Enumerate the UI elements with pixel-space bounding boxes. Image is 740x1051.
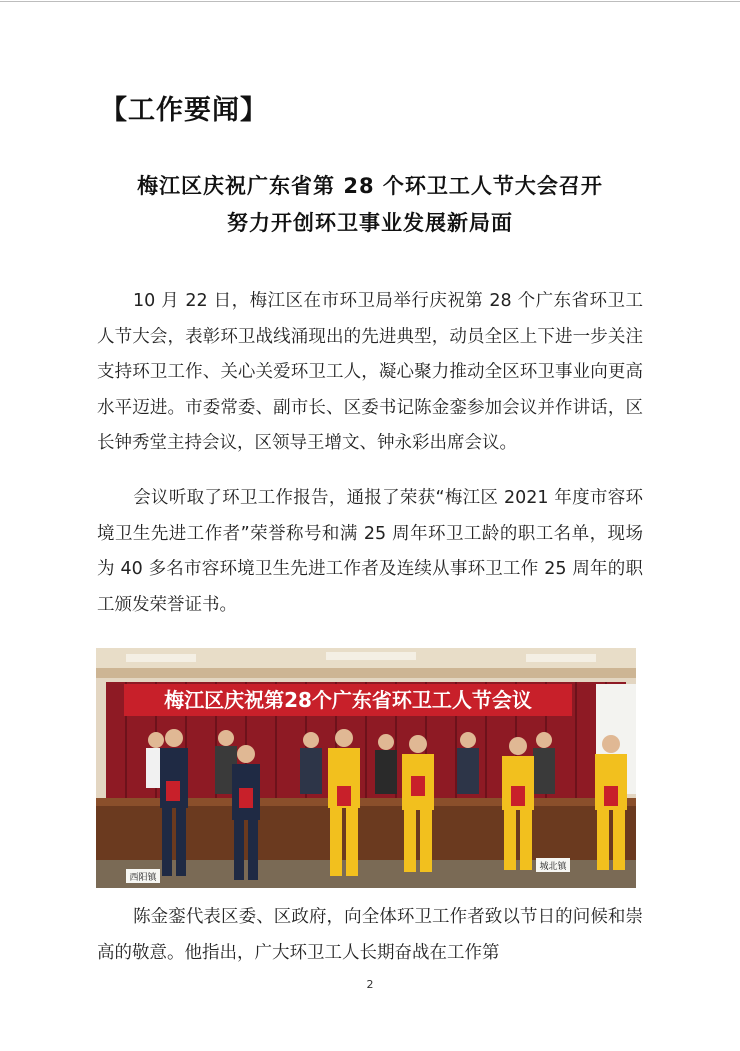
banner-text: 梅江区庆祝第28个广东省环卫工人节会议 [164,688,532,712]
paragraph-3-text: 陈金銮代表区委、区政府，向全体环卫工作者致以节日的问候和崇高的敬意。他指出，广大环卫工人长期奋战在工作第 [97,907,643,963]
event-photo-illustration [96,648,636,888]
paragraph-2 [97,481,643,623]
event-photo [96,648,636,888]
article-title-line-2: 努力开创环卫事业发展新局面 [227,211,513,235]
paragraph-1 [97,284,643,462]
page-number: 2 [366,978,374,991]
desk-sign-left: 西阳镇 [129,873,157,883]
paragraph-3 [97,900,643,972]
section-heading: 【工作要闻】 [100,95,268,126]
desk-sign-right: 城北镇 [539,862,567,872]
top-rule [0,1,740,2]
paragraph-1-text: 10 月 22 日，梅江区在市环卫局举行庆祝第 28 个广东省环卫工人节大会，表彰环卫战线涌现出的先进典型，动员全区上下进一步关注支持环卫工作、关心关爱环卫工人，凝心聚力推动全区环卫事业向更高水平迈进。市委常委、副市长、区委书记陈金銮参加会议并作讲话，区长钟秀堂主持会议，区领导王增文、钟永彩出席会议。 [97,291,643,453]
paragraph-2-text: 会议听取了环卫工作报告，通报了荣获“梅江区 2021 年度市容环境卫生先进工作者”荣誉称号和满 25 周年环卫工龄的职工名单，现场为 40 多名市容环境卫生先进工作者及连续从事环卫工作 25 周年的职工颁发荣誉证书。 [97,488,643,615]
article-title-line-1: 梅江区庆祝广东省第 28 个环卫工人节大会召开 [137,174,603,198]
